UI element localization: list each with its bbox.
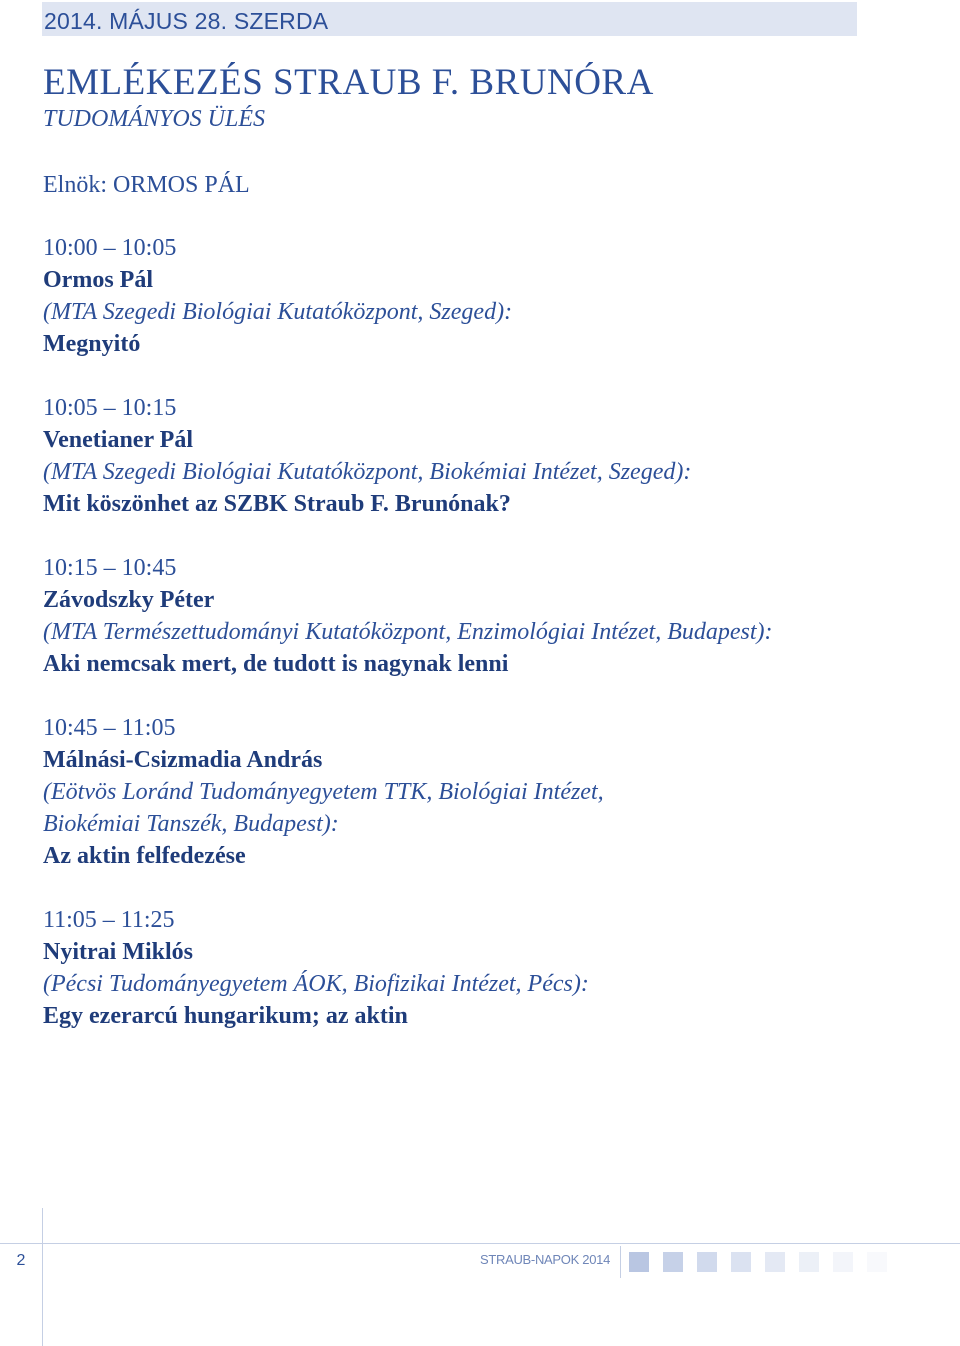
footer-square — [765, 1252, 785, 1272]
footer-square — [731, 1252, 751, 1272]
speaker-affiliation-line-2: Biokémiai Tanszék, Budapest): — [43, 811, 339, 837]
speaker-affiliation: (MTA Szegedi Biológiai Kutatóközpont, Biokémiai Intézet, Szeged): — [43, 459, 692, 485]
footer-vertical-rule — [42, 1208, 43, 1346]
session-3 — [43, 552, 923, 680]
footer-square — [867, 1252, 887, 1272]
session-1 — [43, 232, 923, 360]
speaker-name: Závodszky Péter — [43, 587, 215, 613]
talk-title: Az aktin felfedezése — [43, 843, 246, 869]
footer-square — [697, 1252, 717, 1272]
program-content — [43, 62, 923, 1032]
page-subtitle: TUDOMÁNYOS ÜLÉS — [43, 106, 266, 132]
page-number: 2 — [16, 1252, 26, 1269]
page-title: EMLÉKEZÉS STRAUB F. BRUNÓRA — [43, 62, 654, 103]
talk-title: Megnyitó — [43, 331, 141, 357]
talk-title: Aki nemcsak mert, de tudott is nagynak lenni — [43, 651, 509, 677]
footer-separator — [620, 1246, 621, 1278]
footer-square — [663, 1252, 683, 1272]
session-time: 10:05 – 10:15 — [43, 395, 177, 421]
speaker-affiliation: (Pécsi Tudományegyetem ÁOK, Biofizikai Intézet, Pécs): — [43, 971, 589, 997]
footer-square — [833, 1252, 853, 1272]
speaker-affiliation: (MTA Természettudományi Kutatóközpont, Enzimológiai Intézet, Budapest): — [43, 619, 773, 645]
session-4 — [43, 712, 923, 872]
session-time: 10:45 – 11:05 — [43, 715, 176, 741]
session-chair: Elnök: ORMOS PÁL — [43, 172, 250, 198]
session-time: 10:00 – 10:05 — [43, 235, 177, 261]
speaker-affiliation: (Eötvös Loránd Tudományegyetem TTK, Biológiai Intézet, — [43, 779, 604, 805]
talk-title: Mit köszönhet az SZBK Straub F. Brunónak? — [43, 491, 511, 517]
speaker-affiliation: (MTA Szegedi Biológiai Kutatóközpont, Szeged): — [43, 299, 513, 325]
date-header-bar — [42, 2, 857, 36]
date-header: 2014. MÁJUS 28. SZERDA — [44, 8, 329, 34]
footer-square — [629, 1252, 649, 1272]
session-2 — [43, 392, 923, 520]
footer-label: STRAUB-NAPOK 2014 — [480, 1252, 611, 1267]
session-time: 10:15 – 10:45 — [43, 555, 177, 581]
speaker-name: Venetianer Pál — [43, 427, 193, 453]
session-5 — [43, 904, 923, 1032]
footer-horizontal-rule — [0, 1243, 960, 1244]
speaker-name: Málnási-Csizmadia András — [43, 747, 323, 773]
speaker-name: Nyitrai Miklós — [43, 939, 193, 965]
talk-title: Egy ezerarcú hungarikum; az aktin — [43, 1003, 408, 1029]
speaker-name: Ormos Pál — [43, 267, 153, 293]
session-time: 11:05 – 11:25 — [43, 907, 175, 933]
footer-square — [799, 1252, 819, 1272]
